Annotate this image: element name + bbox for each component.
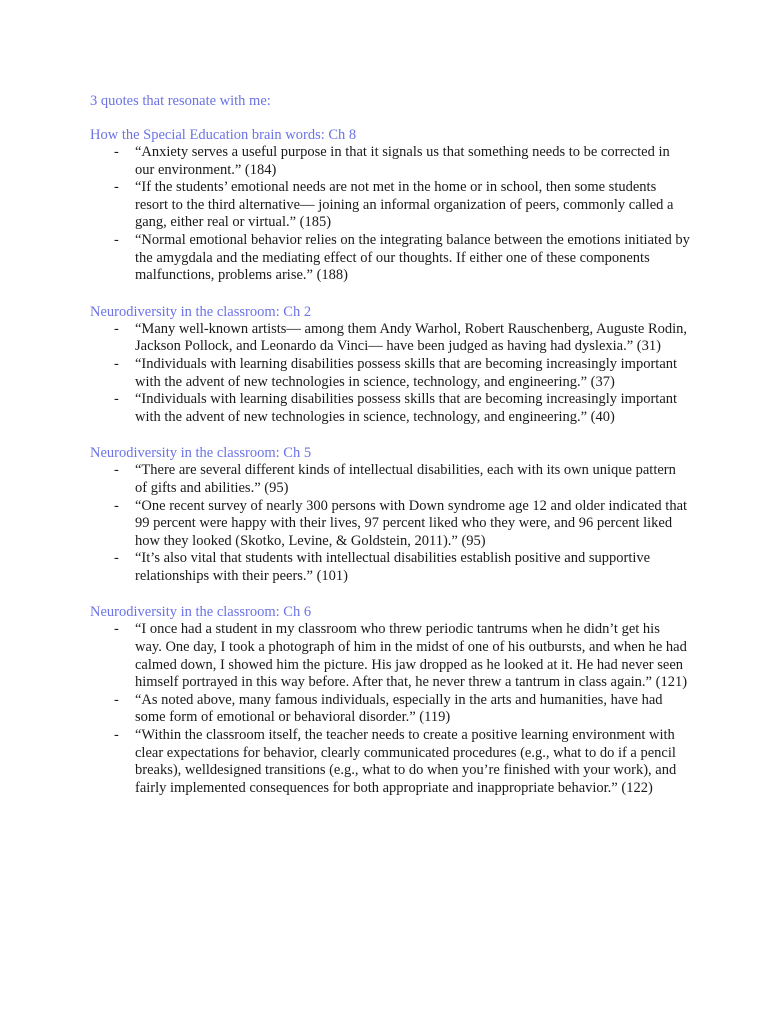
quote-text: “Many well-known artists— among them Andy Warhol, Robert Rauschenberg, Auguste Rodin, Jackson Pollock, and Leonardo da Vinci— have been judged as having had dyslexia.” (31) bbox=[135, 320, 688, 355]
quote-text: “There are several different kinds of intellectual disabilities, each with its own unique pattern of gifts and abilities.” (95) bbox=[135, 462, 676, 496]
bullet-dash: - bbox=[114, 231, 119, 248]
section-heading: Neurodiversity in the classroom: Ch 2 bbox=[90, 303, 312, 320]
quote-item bbox=[90, 727, 690, 797]
bullet-dash: - bbox=[114, 320, 119, 337]
section-heading: Neurodiversity in the classroom: Ch 6 bbox=[90, 604, 312, 621]
quote-text: “Within the classroom itself, the teacher needs to create a positive learning environment with clear expectations for behavior, clearly communicated procedures (e.g., what to do if a pencil breaks), welldesigned transitions (e.g., what to do when you’re finished with your work), and fairly implemented consequences for both appropriate and inappropriate behavior.” (122) bbox=[135, 727, 677, 796]
bullet-dash: - bbox=[114, 691, 119, 708]
quote-list bbox=[90, 462, 690, 585]
quote-text: “I once had a student in my classroom who threw periodic tantrums when he didn’t get his way. One day, I took a photograph of him in the midst of one of his outbursts, and when he had calmed down, I showed him the picture. His jaw dropped as he looked at it. He had never seen himself portrayed in this way before. After that, he never threw a tantrum in class again.” (121) bbox=[135, 621, 688, 691]
quote-text: “It’s also vital that students with intellectual disabilities establish positive and supportive relationships with their peers.” (101) bbox=[135, 550, 651, 584]
bullet-dash: - bbox=[114, 497, 119, 514]
quote-item bbox=[90, 144, 690, 179]
quote-text: “Individuals with learning disabilities possess skills that are becoming increasingly important with the advent of new technologies in science, technology, and engineering.” (40) bbox=[135, 391, 678, 425]
bullet-dash: - bbox=[114, 391, 119, 408]
quote-list bbox=[90, 621, 690, 797]
bullet-dash: - bbox=[114, 144, 119, 160]
title-spacer bbox=[90, 110, 690, 126]
quote-item bbox=[90, 179, 690, 232]
quote-item bbox=[90, 498, 690, 551]
section-ch8 bbox=[90, 126, 690, 285]
quote-item bbox=[90, 550, 690, 585]
quote-item bbox=[90, 232, 690, 285]
quote-list bbox=[90, 144, 690, 285]
quote-text: “Individuals with learning disabilities possess skills that are becoming increasingly important with the advent of new technologies in science, technology, and engineering.” (37) bbox=[135, 355, 678, 390]
quote-item bbox=[90, 462, 690, 497]
bullet-dash: - bbox=[114, 355, 119, 372]
section-ch2 bbox=[90, 303, 690, 427]
bullet-dash: - bbox=[114, 727, 119, 744]
section-heading: How the Special Education brain words: Ch 8 bbox=[90, 127, 357, 143]
bullet-dash: - bbox=[114, 550, 119, 567]
quote-item bbox=[90, 692, 690, 727]
quote-text: “Anxiety serves a useful purpose in that it signals us that something needs to be corrected in our environment.” (184) bbox=[135, 144, 670, 178]
quote-item bbox=[90, 621, 690, 691]
quote-list bbox=[90, 321, 690, 427]
document-title: 3 quotes that resonate with me: bbox=[90, 93, 271, 109]
bullet-dash: - bbox=[114, 621, 119, 638]
quote-text: “If the students’ emotional needs are not met in the home or in school, then some students resort to the third alternative— joining an informal organization of peers, commonly called a gang, either real or virtual.” (185) bbox=[135, 179, 674, 231]
quote-item bbox=[90, 356, 690, 391]
bullet-dash: - bbox=[114, 462, 119, 479]
quote-item bbox=[90, 321, 690, 356]
document-page bbox=[90, 92, 690, 815]
section-ch5 bbox=[90, 444, 690, 585]
section-ch6 bbox=[90, 603, 690, 797]
section-heading: Neurodiversity in the classroom: Ch 5 bbox=[90, 445, 312, 462]
quote-text: “One recent survey of nearly 300 persons with Down syndrome age 12 and older indicated that 99 percent were happy with their lives, 97 percent liked who they were, and 96 percent liked how they looked (Skotko, Levine, & Goldstein, 2011).” (95) bbox=[135, 497, 688, 549]
quote-item bbox=[90, 391, 690, 426]
quote-text: “As noted above, many famous individuals, especially in the arts and humanities, have had some form of emotional or behavioral disorder.” (119) bbox=[135, 691, 663, 726]
quote-text: “Normal emotional behavior relies on the integrating balance between the emotions initiated by the amygdala and the mediating effect of our thoughts. If either one of these components malfunctions, problems arise.” (188) bbox=[135, 231, 690, 284]
bullet-dash: - bbox=[114, 179, 119, 196]
